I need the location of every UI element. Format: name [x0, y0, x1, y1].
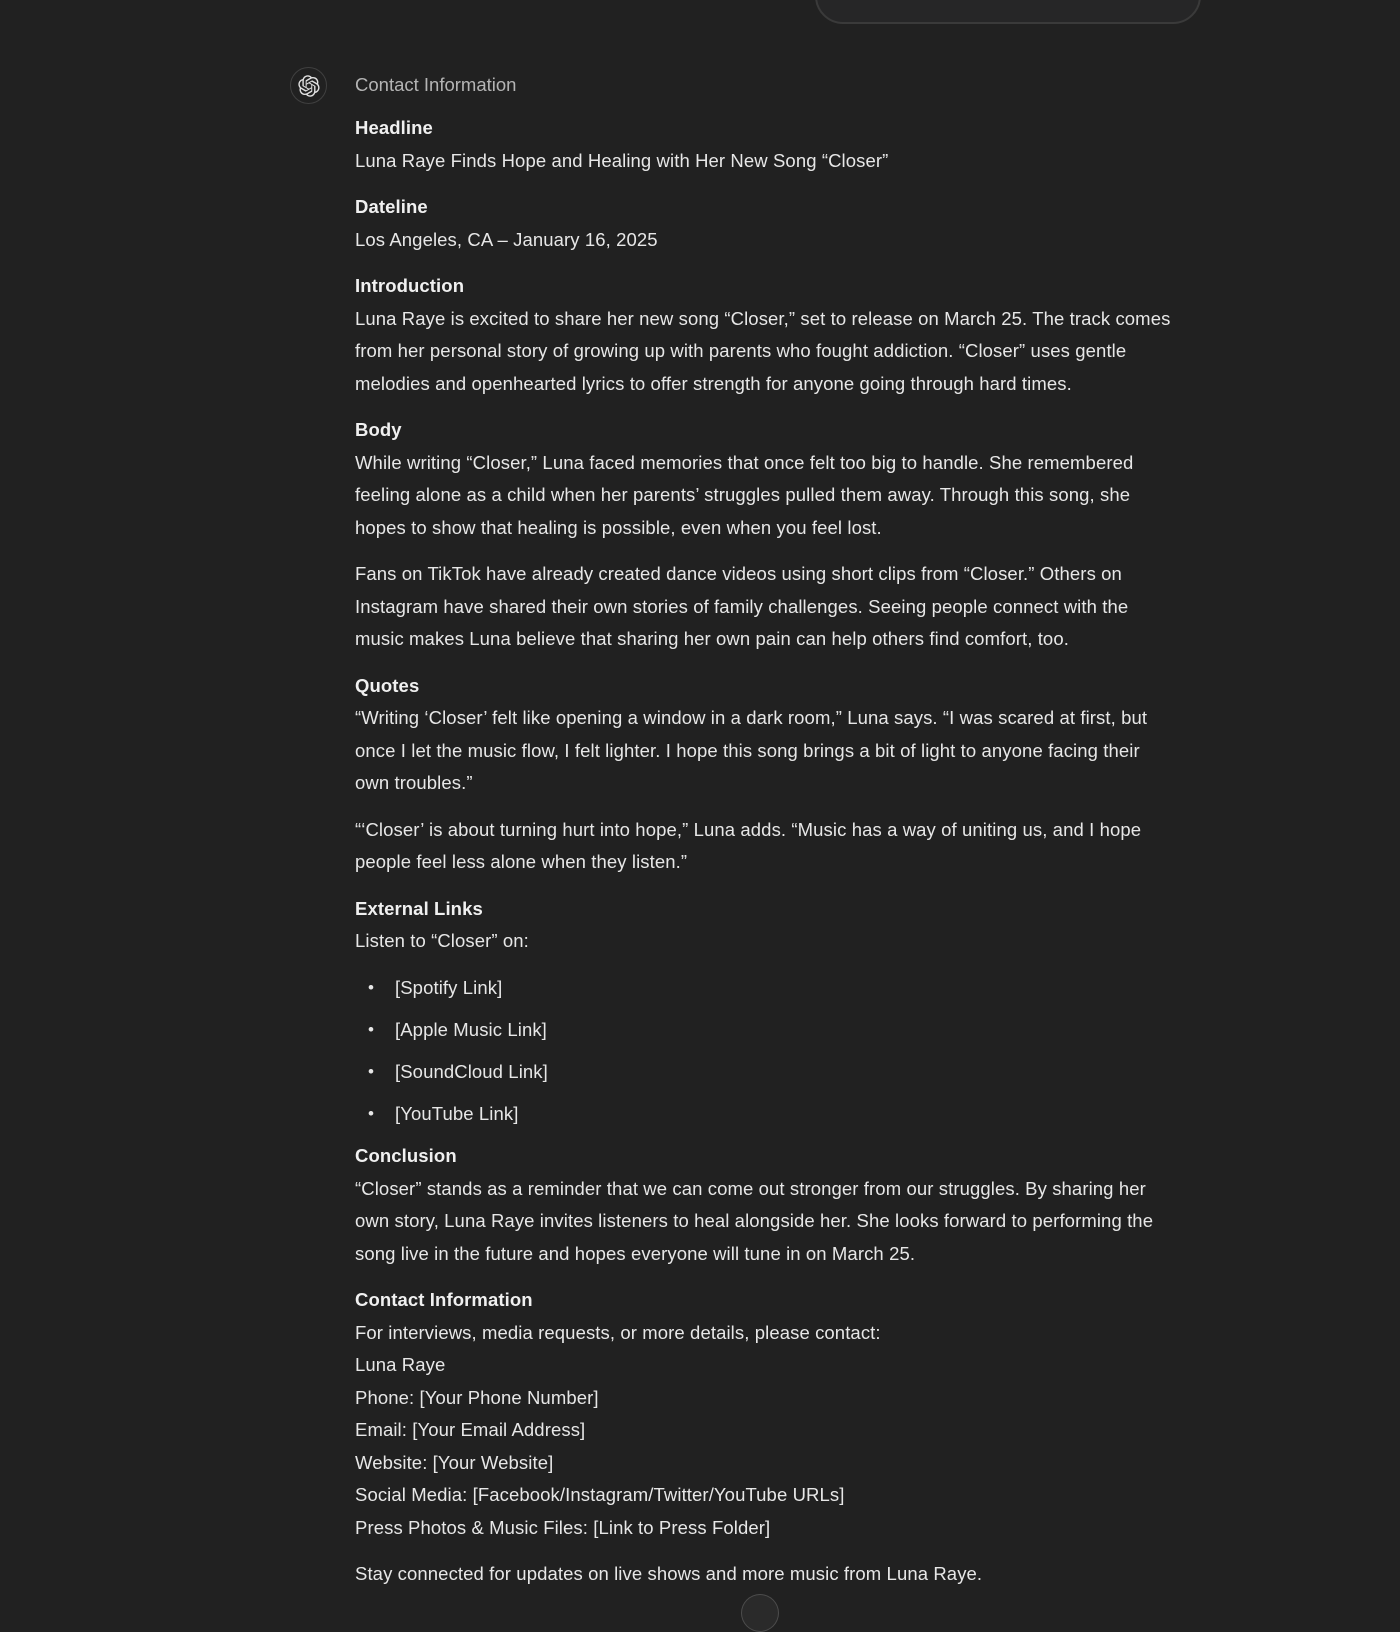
list-item-text: [Apple Music Link]	[395, 1018, 547, 1040]
press-release-message	[355, 112, 1177, 1591]
paragraph-text: “Closer” stands as a reminder that we can come out stronger from our struggles. By sharing her own story, Luna Raye invites listeners to heal alongside her. She looks forward to performing the song live in the future and hopes everyone will tune in on March 25.	[355, 1177, 1154, 1264]
paragraph-text: “‘Closer’ is about turning hurt into hope,” Luna adds. “Music has a way of uniting us, and I hope people feel less alone when they listen.”	[355, 818, 1142, 872]
list-item-text: [YouTube Link]	[395, 1102, 519, 1124]
section-conclusion	[355, 1140, 1177, 1270]
contact-line: Social Media: [Facebook/Instagram/Twitter/YouTube URLs]	[355, 1484, 845, 1505]
paragraph-text: Los Angeles, CA – January 16, 2025	[355, 228, 658, 250]
contact-line: Website: [Your Website]	[355, 1451, 554, 1473]
bullet-icon: •	[368, 977, 375, 997]
section-heading: Contact Information	[355, 1289, 533, 1310]
paragraph-text: Stay connected for updates on live shows and more music from Luna Raye.	[355, 1563, 983, 1584]
body-paragraph-2	[355, 558, 1177, 656]
paragraph-text: Luna Raye Finds Hope and Healing with Her New Song “Closer”	[355, 149, 889, 171]
contact-line: Luna Raye	[355, 1354, 446, 1375]
closing-line	[355, 1558, 1177, 1591]
assistant-turn-label: Contact Information	[355, 74, 517, 96]
list-item	[355, 1014, 1177, 1047]
section-heading: External Links	[355, 897, 483, 919]
section-body	[355, 414, 1177, 544]
section-heading: Body	[355, 419, 402, 440]
section-heading: Quotes	[355, 674, 420, 696]
list-item-text: [SoundCloud Link]	[395, 1060, 548, 1082]
section-quotes	[355, 670, 1177, 800]
bullet-icon: •	[368, 1103, 375, 1123]
paragraph-text: Fans on TikTok have already created dance videos using short clips from “Closer.” Others on Instagram have shared their own stories of family challenges. Seeing people connect with the music makes Luna believe that sharing her own pain can help others find comfort, too.	[355, 563, 1129, 649]
section-heading: Headline	[355, 117, 433, 138]
assistant-turn-header	[290, 67, 516, 104]
contact-line: Press Photos & Music Files: [Link to Press Folder]	[355, 1516, 771, 1538]
quotes-paragraph-2	[355, 814, 1177, 879]
paragraph-text: “Writing ‘Closer’ felt like opening a window in a dark room,” Luna says. “I was scared at first, but once I let the music flow, I felt lighter. I hope this song brings a bit of light to anyone facing their own troubles.”	[355, 707, 1148, 793]
chatgpt-avatar	[290, 67, 327, 104]
section-headline	[355, 112, 1177, 177]
openai-logo-icon	[298, 75, 320, 97]
scroll-to-bottom-button[interactable]	[741, 1594, 779, 1632]
paragraph-text: Listen to “Closer” on:	[355, 930, 529, 951]
section-dateline	[355, 191, 1177, 256]
contact-line: For interviews, media requests, or more details, please contact:	[355, 1321, 881, 1343]
section-introduction	[355, 270, 1177, 400]
list-item	[355, 1098, 1177, 1131]
list-item-text: [Spotify Link]	[395, 976, 503, 998]
section-heading: Introduction	[355, 275, 465, 296]
section-contact	[355, 1284, 1177, 1544]
paragraph-text: While writing “Closer,” Luna faced memories that once felt too big to handle. She remembered feeling alone as a child when her parents’ struggles pulled them away. Through this song, she hopes to show that healing is possible, even when you feel lost.	[355, 451, 1134, 538]
section-heading: Conclusion	[355, 1145, 457, 1166]
bullet-icon: •	[368, 1061, 375, 1081]
list-item	[355, 972, 1177, 1005]
list-item	[355, 1056, 1177, 1089]
user-message-bubble-remnant	[815, 0, 1201, 24]
contact-line: Phone: [Your Phone Number]	[355, 1386, 599, 1408]
paragraph-text: Luna Raye is excited to share her new song “Closer,” set to release on March 25. The track comes from her personal story of growing up with parents who fought addiction. “Closer” uses gentle melodies and openhearted lyrics to offer strength for anyone going through hard times.	[355, 307, 1171, 394]
bullet-icon: •	[368, 1019, 375, 1039]
external-links-list	[355, 972, 1177, 1131]
section-external-links	[355, 893, 1177, 958]
section-heading: Dateline	[355, 196, 428, 217]
contact-line: Email: [Your Email Address]	[355, 1419, 586, 1440]
